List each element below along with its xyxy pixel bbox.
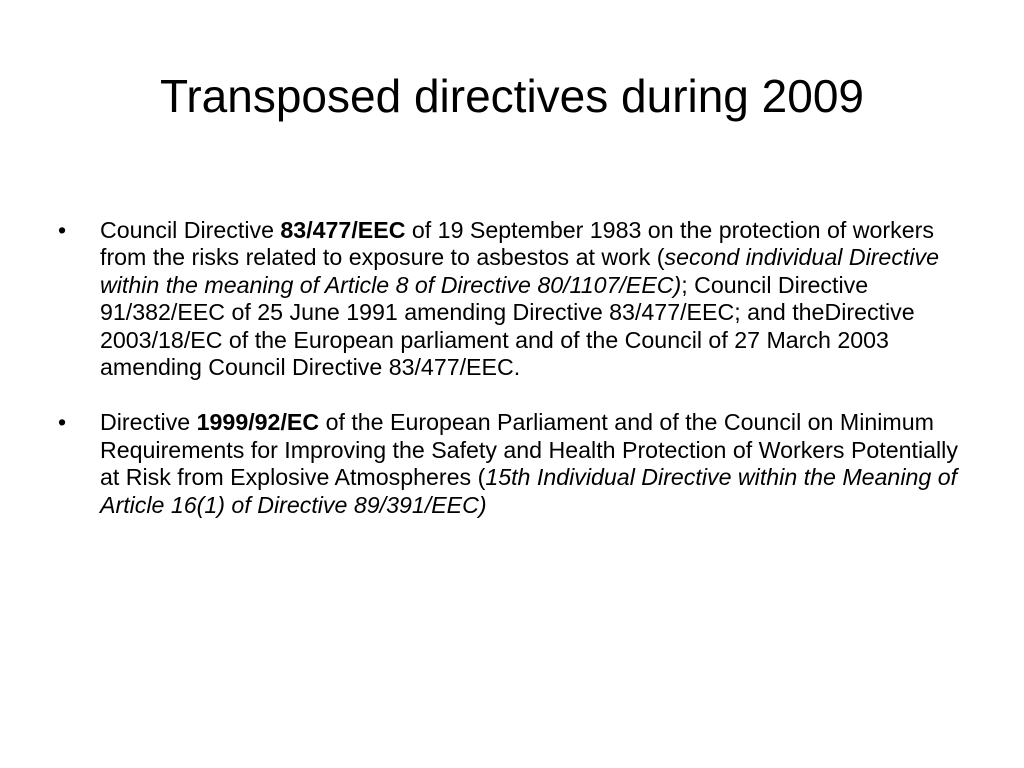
slide-title: Transposed directives during 2009 <box>159 70 865 122</box>
bullet-marker: • <box>58 217 67 243</box>
directive-number: 83/477/EEC <box>280 217 406 243</box>
text-segment: Directive <box>100 409 197 436</box>
text-segment: ; Council Directive 91/382/EEC of 25 June 1991 amending Directive 83/477/EEC; and theDirective 2003/18/EC of the European parliament and of the Council of 27 March 2003 amending Council Directive 83/477/EEC. <box>100 271 915 381</box>
italic-note: second individual Directive within the meaning of Article 8 of Directive 80/1107/EEC) <box>100 244 940 298</box>
text-segment: of the European Parliament and of the Council on Minimum Requirements for Improving the Safety and Health Protection of Workers Potentially at Risk from Explosive Atmospheres ( <box>100 409 958 491</box>
bullet-text <box>100 217 939 380</box>
directive-number: 1999/92/EC <box>196 409 320 436</box>
text-segment: of 19 September 1983 on the protection of workers from the risks related to exposure to asbestos at work ( <box>100 217 934 271</box>
bullet-text <box>100 409 958 517</box>
text-segment: Council Directive <box>100 217 281 243</box>
bullet-list <box>58 217 968 547</box>
bullet-item-2 <box>58 409 968 519</box>
bullet-item-1 <box>58 217 968 381</box>
bullet-marker: • <box>58 409 67 436</box>
italic-note: 15th Individual Directive within the Meaning of Article 16(1) of Directive 89/391/EEC) <box>100 464 958 518</box>
